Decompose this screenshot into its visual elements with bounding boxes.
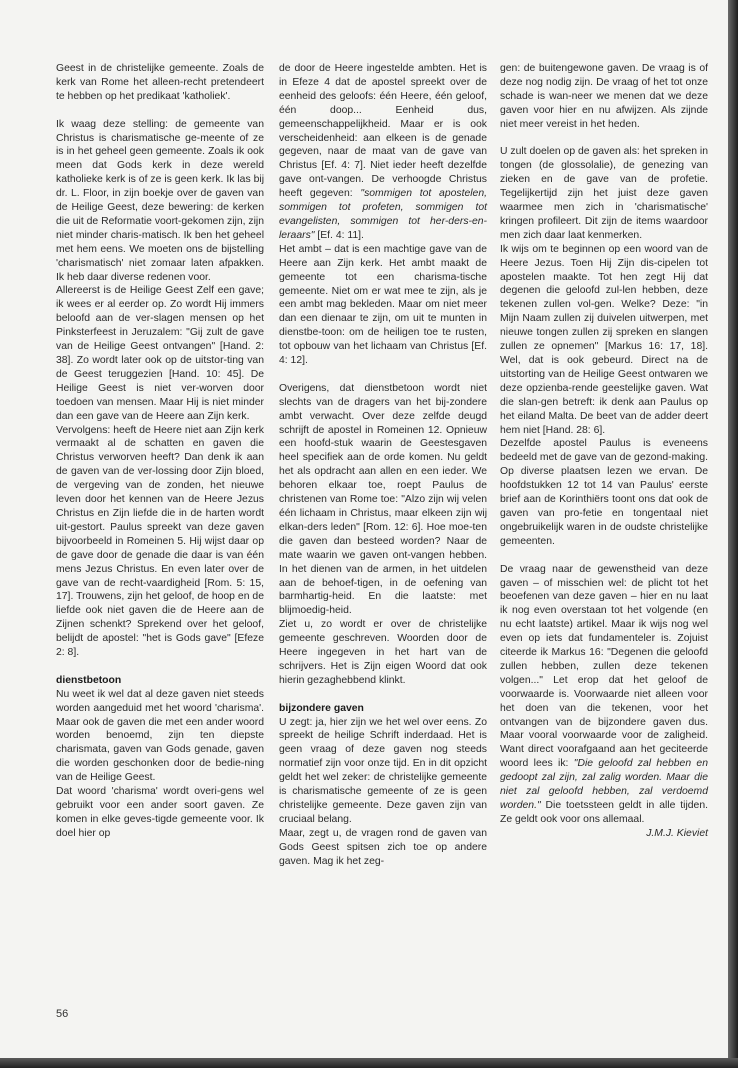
paragraph: U zegt: ja, hier zijn we het wel over eens. Zo spreekt de heilige Schrift inderdaad. Het is geen vraag of deze gaven nog steeds normatief zijn voor onze tijd. En in dit opzicht geldt het wel zeker: de christelijke gemeente is charismatische gemeente of ze is geen christelijke gemeente. Deze gaven zijn van cruciaal belang. bbox=[279, 716, 487, 825]
text-column-2 bbox=[279, 62, 487, 869]
page-bottom-edge bbox=[0, 1058, 738, 1068]
quote: "sommigen tot apostelen, sommigen tot profeten, sommigen tot evangelisten, sommigen tot her-ders-en-leraars" bbox=[279, 188, 487, 241]
paragraph: Geest in de christelijke gemeente. Zoals de kerk van Rome het alleen-recht pretendeert te hebben op het predikaat 'katholiek'. bbox=[56, 63, 264, 102]
paragraph: Nu weet ik wel dat al deze gaven niet steeds worden aangeduid met het woord 'charisma'. Maar ook de gaven die met een ander woord worden benoemd, zijn ten diepste charismata, gaven van Gods genade, gaven die worden geschonken door de bedie-ning van de Heilige Geest. bbox=[56, 688, 264, 784]
paragraph bbox=[500, 563, 708, 827]
paragraph: U zult doelen op de gaven als: het spreken in tongen (de glossolalie), de genezing van zieken en de gave van de profetie. Tegelijkertijd zijn het juist deze gaven waarmee men zich in 'charismatische' kringen profileert. Dit zijn de items waardoor men zich daar laat kenmerken. bbox=[500, 146, 708, 241]
paragraph: Ziet u, zo wordt er over de christelijke gemeente geschreven. Woorden door de Heere ingegeven in het hart van de schrijvers. Het is Zijn eigen Woord dat ook hierin gezaghebbend klinkt. bbox=[279, 619, 487, 686]
paragraph: Het ambt – dat is een machtige gave van de Heere aan Zijn kerk. Het ambt maakt de gemeente tot een charisma-tische gemeente. Niet om er wat mee te zijn, als je een ambt mag bekleden. Maar om niet meer dan een dienaar te zijn, om uit te munten in dienstbe-toon: om de heiligen toe te rusten, tot opbouw van het lichaam van Christus [Ef. 4: 12]. bbox=[279, 243, 487, 367]
page-number: 56 bbox=[56, 1008, 69, 1020]
text-run: [Ef. 4: 11]. bbox=[314, 229, 364, 241]
paragraph: gen: de buitengewone gaven. De vraag is of deze nog nodig zijn. De vraag of het tot onze schade is wan-neer we menen dat we deze gaven voor hier en nu afwijzen. Als zijnde niet meer vereist in het heden. bbox=[500, 63, 708, 130]
page-gutter-shadow bbox=[728, 0, 738, 1068]
paragraph: Dat woord 'charisma' wordt overi-gens wel gebruikt voor een ander soort gaven. Ze komen in elke geves-tigde gemeente voor. Ik doel hier op bbox=[56, 786, 264, 839]
text-run: Die toetssteen geldt in alle tijden. Ze geldt ook voor ons allemaal. bbox=[500, 800, 708, 825]
quote: "Die geloofd zal hebben en gedoopt zal zijn, zal zalig worden. Maar die niet zal geloofd hebben, zal verdoemd worden." bbox=[500, 758, 708, 811]
section-heading-dienstbetoon: dienstbetoon bbox=[56, 674, 122, 686]
paragraph: Vervolgens: heeft de Heere niet aan Zijn kerk vermaakt al de schatten en gaven die Christus verworven heeft? Dan denk ik aan de gaven van de ver-lossing door Zijn bloed, de vergeving van de zonden, het nieuwe leven door het kennen van de Heere Jezus Christus en Zijn liefde die in de harten wordt uit-gestort. Paulus spreekt van deze gaven bijvoorbeeld in Romeinen 5. Hij wijst daar op de gave door de genade die daar is van één mens Jezus Christus. En even later over de gave van de recht-vaardigheid [Rom. 5: 15, 17]. Trouwens, zijn het geloof, de hoop en de liefde ook niet gaven die de Heere aan de Zijnen schenkt? Sprekend over het geloof, belijdt de apostel: "het is Gods gave" [Efeze 2: 8]. bbox=[56, 424, 264, 659]
text-column-3 bbox=[500, 62, 708, 841]
paragraph bbox=[279, 62, 487, 243]
text-run: De vraag naar de gewenstheid van deze gaven – of misschien wel: de plicht tot het beoefenen van deze gaven – hier en nu laat ik nog even overstaan tot het volgende (en nu echt laatste) artikel. Maar ik wijs nog wel even op iets dat fundamenteler is. Zojuist citeerde ik Markus 16: "Degenen die geloofd zullen hebben, zullen deze tekenen volgen..." Let erop dat het geloof de voorwaarde is. Voorwaarde niet alleen voor het doen van die tekenen, voor het ontvangen van de bijzondere gaven dus. Maar vooral voorwaarde voor de zaligheid. Want direct voorafgaand aan het geciteerde woord lees ik: bbox=[500, 563, 708, 770]
paragraph: Maar, zegt u, de vragen rond de gaven van Gods Geest spitsen zich toe op andere gaven. Mag ik het zeg- bbox=[279, 827, 487, 867]
paragraph: Ik wijs om te beginnen op een woord van de Heere Jezus. Toen Hij Zijn dis-cipelen tot apostelen maakte. Tot hen zegt Hij dat degenen die geloofd zul-len hebben, deze tekenen zullen vol-gen. Welke? Deze: "in Mijn Naam zullen zij duivelen uitwerpen, met nieuwe tongen zullen zij spreken en slangen zullen ze opnemen" [Markus 16: 17, 18]. Wel, dat is ook gebeurd. Direct na de uitstorting van de Heilige Geest ontwaren we deze opzienba-rende geestelijke gaven. Wat die slan-gen betreft: ik denk aan Paulus op het eiland Malta. De beet van de adder deert hem niet [Hand. 28: 6]. bbox=[500, 243, 708, 436]
paragraph: Allereerst is de Heilige Geest Zelf een gave; ik wees er al eerder op. Zo wordt Hij immers beloofd aan de ver-slagen mensen op het Pinksterfeest in Jeruzalem: "Gij zult de gave van de Heilige Geest ontvangen" [Hand. 2: 38]. Zo wordt later ook op de uitstor-ting van de Geest teruggezien [Hand. 10: 45]. De Heilige Geest is niet ver-worven door toedoen van mensen. Maar Hij is niet minder dan een gave van de Heere aan Zijn kerk. bbox=[56, 285, 264, 422]
text-run: de door de Heere ingestelde ambten. Het is in Efeze 4 dat de apostel spreekt over de eenheid des geloofs: één Heere, één geloof, één doop... Eenheid dus, gemeenschappelijkheid. Maar er is ook verscheidenheid: aan elkeen is de genade gegeven, naar de maat van de gave van Christus [Ef. 4: 7]. Niet ieder heeft dezelfde gave ont-vangen. De verhoogde Christus heeft gegeven: bbox=[279, 63, 487, 200]
paragraph: Ik waag deze stelling: de gemeente van Christus is charismatische ge-meente of ze is in het geheel geen gemeente. Zoals ik ook meen dat Gods kerk in deze wereld katholieke kerk is of ze is geen kerk. Ik las bij dr. L. Floor, in zijn boekje over de gaven van de Heilige Geest, deze bewering: de kerken die uit de Reformatie voort-gekomen zijn, zijn niet minder charis-matisch. Ik ben het geheel met hem eens. We moeten ons de bijstelling 'charismatisch' niet zomaar laten afpakken. Ik heb daar diverse redenen voor. bbox=[56, 118, 264, 283]
author-signature: J.M.J. Kieviet bbox=[646, 827, 708, 839]
section-heading-bijzondere-gaven: bijzondere gaven bbox=[279, 702, 364, 714]
paragraph: Dezelfde apostel Paulus is eveneens bedeeld met de gave van de gezond-making. Op diverse plaatsen lezen we ervan. De hoofdstukken 12 tot 14 van Paulus' eerste brief aan de Korinthiërs toont ons dat ook de gaven van pro-fetie en tongentaal niet ongebruikelijk waren in de oudste christelijke gemeenten. bbox=[500, 438, 708, 547]
paragraph: Overigens, dat dienstbetoon wordt niet slechts van de dragers van het bij-zondere ambt verwacht. Over deze zelfde deugd schrijft de apostel in Romeinen 12. Opnieuw een hoofd-stuk waarin de Geestesgaven heel specifiek aan de orde komen. Nu geldt het als opdracht aan allen en een ieder. We behoren elkaar toe, roept Paulus de christenen van Rome toe: "Alzo zijn wij velen één lichaam in Christus, maar elkeen zijn wij elkan-ders leden" [Rom. 12: 6]. Hoe moe-ten die gaven dan besteed worden? Naar de mate waarin we gaven ont-vangen hebben. In het dienen van de armen, in het uitdelen aan de behoef-tigen, in de oefening van barmhartig-heid. En die laatste: met blijmoedig-heid. bbox=[279, 382, 487, 617]
text-column-1 bbox=[56, 62, 264, 841]
